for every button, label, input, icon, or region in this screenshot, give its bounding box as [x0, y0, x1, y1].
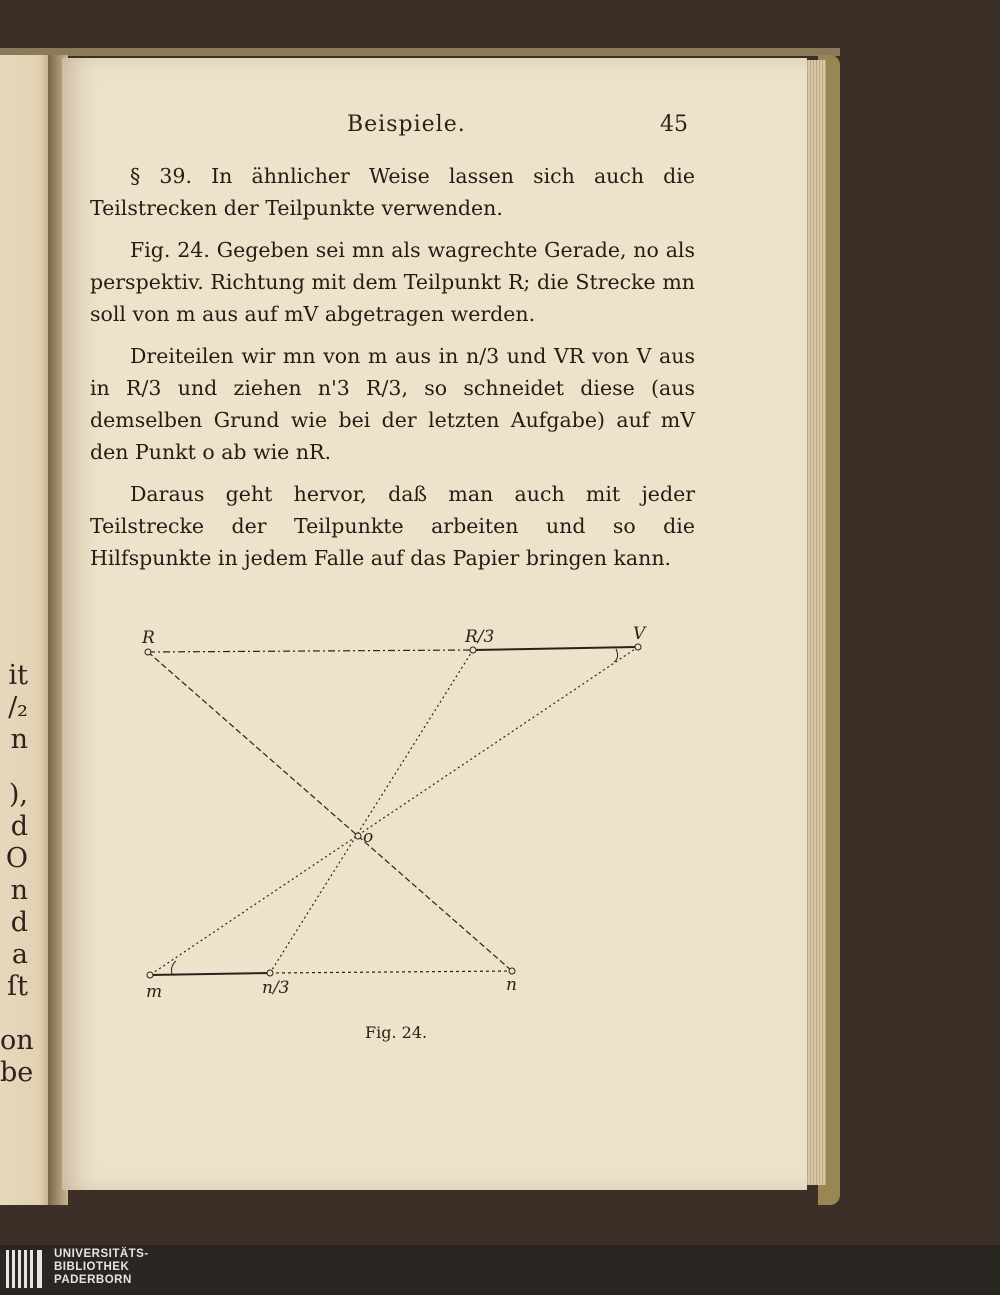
- angle-arc-V: [614, 649, 618, 662]
- label-n: n: [506, 975, 517, 995]
- angle-arc-m: [172, 961, 177, 974]
- line-V-m: [150, 647, 638, 975]
- page-header: [62, 112, 807, 142]
- left-page-fragment: it: [8, 660, 28, 691]
- left-page-fragment: be: [0, 1057, 34, 1088]
- left-page-fragment: ),: [8, 779, 28, 810]
- left-page-fragment: n: [10, 724, 28, 755]
- point-V: [635, 644, 641, 650]
- point-o: [355, 833, 361, 839]
- book-cover-edge: [0, 48, 840, 56]
- paragraph-fig-24: Fig. 24. Gegeben sei mn als wagrechte Gerade, no als perspektiv. Richtung mit dem Teilpunkt R; die Strecke mn soll von m aus auf mV abgetragen werden.: [90, 238, 695, 326]
- left-page-fragment: on: [0, 1025, 34, 1056]
- paragraph-section-39: § 39. In ähnlicher Weise lassen sich auch die Teilstrecken der Teilpunkte verwenden.: [90, 164, 695, 220]
- line-n3-n: [270, 971, 512, 973]
- paragraph-daraus: Daraus geht hervor, daß man auch mit jeder Teilstrecke der Teilpunkte arbeiten und so die Hilfspunkte in jedem Falle auf das Papier bringen kann.: [90, 482, 695, 570]
- library-logo-text: [54, 1248, 149, 1287]
- label-R: R: [142, 628, 155, 648]
- point-n3: [267, 970, 273, 976]
- point-R3: [470, 647, 476, 653]
- running-title: Beispiele.: [347, 112, 466, 137]
- left-page-fragment: ſt: [7, 971, 28, 1002]
- figure-24-diagram: [130, 620, 670, 1000]
- line-m-n3: [150, 973, 270, 975]
- footer-bar: [0, 1245, 1000, 1295]
- left-page-fragment: d: [10, 811, 28, 842]
- left-page-fragment: O: [5, 843, 28, 874]
- point-n: [509, 968, 515, 974]
- line-R-R3: [148, 650, 473, 652]
- line-R3-V: [473, 647, 638, 650]
- line-R-n: [148, 652, 512, 971]
- label-V: V: [633, 624, 646, 644]
- library-logo-icon: [6, 1250, 46, 1288]
- logo-line: UNIVERSITÄTS-: [54, 1248, 149, 1260]
- label-m: m: [146, 982, 163, 1000]
- line-R3-n3: [270, 650, 473, 973]
- paragraph-dreiteilen: Dreiteilen wir mn von m aus in n/3 und VR von V aus in R/3 und ziehen n'3 R/3, so schneidet diese (aus demselben Grund wie bei der letzten Aufgabe) auf mV den Punkt o ab wie nR.: [90, 344, 695, 464]
- left-page-fragment: /₂: [8, 692, 28, 723]
- figure-caption: Fig. 24.: [365, 1023, 428, 1042]
- left-page-fragment: n: [10, 875, 28, 906]
- label-R3: R/3: [465, 627, 495, 647]
- logo-line: PADERBORN: [54, 1274, 132, 1286]
- label-o: o: [363, 827, 374, 847]
- point-R: [145, 649, 151, 655]
- logo-line: BIBLIOTHEK: [54, 1261, 130, 1273]
- label-n3: n/3: [262, 978, 290, 998]
- left-page-fragment: d: [10, 907, 28, 938]
- left-page: [0, 55, 55, 1205]
- body-text: [90, 160, 695, 584]
- point-m: [147, 972, 153, 978]
- page-number: 45: [660, 112, 688, 137]
- left-page-fragment: a: [11, 939, 28, 970]
